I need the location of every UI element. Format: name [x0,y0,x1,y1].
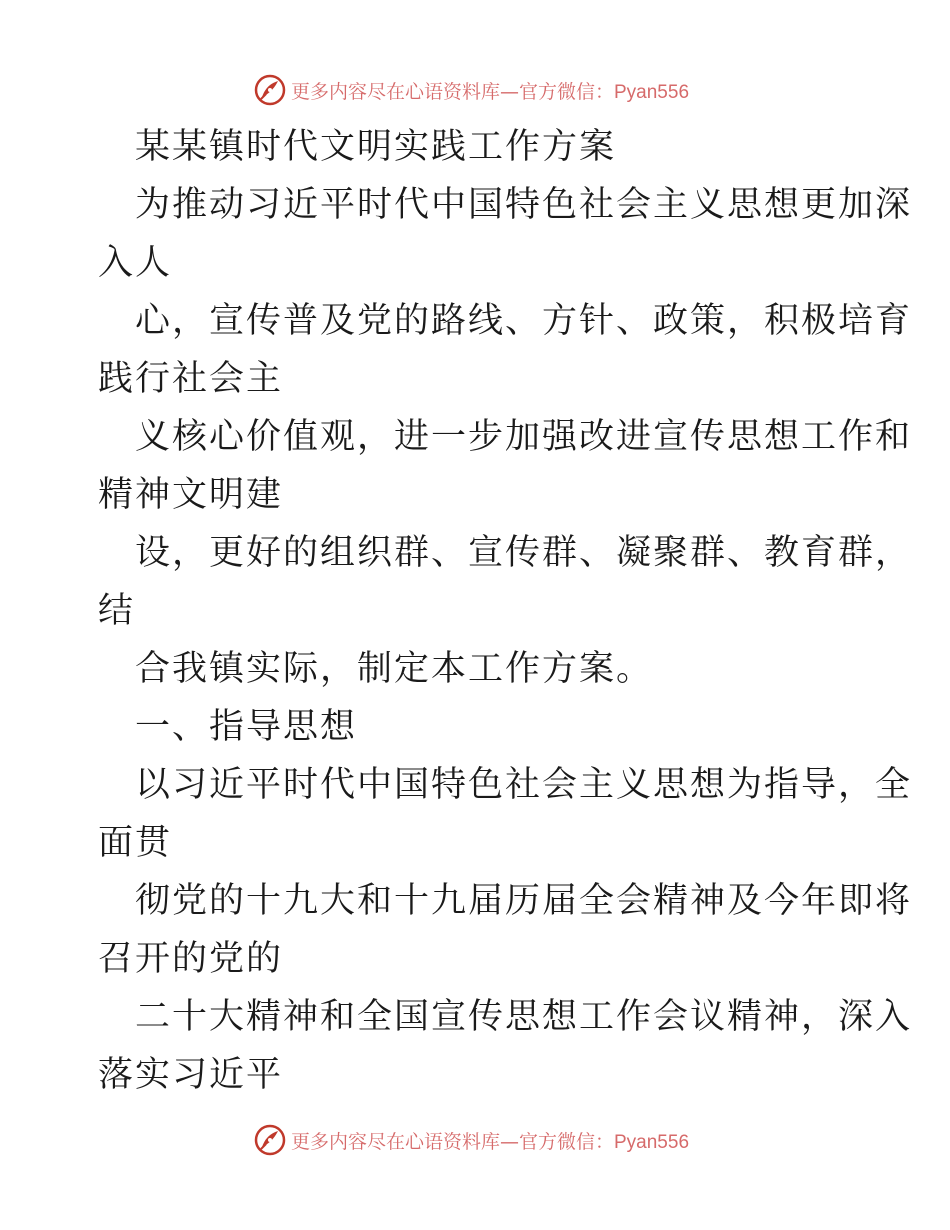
paragraph-line: 彻党的十九大和十九届历届全会精神及今年即将 [135,881,913,921]
paragraph-line: 二十大精神和全国宣传思想工作会议精神，深入 [135,997,913,1037]
banner-text: 更多内容尽在心语资料库—官方微信：Pyan556 [290,1130,690,1153]
paragraph-line: 践行社会主 [98,359,284,399]
paragraph-line: 为推动习近平时代中国特色社会主义思想更加深 [135,185,913,225]
section-heading: 一、指导思想 [135,707,358,747]
paragraph-line: 召开的党的 [98,939,284,979]
paragraph-line: 面贯 [98,823,173,863]
paragraph-line: 落实习近平 [98,1055,284,1095]
paragraph-line: 精神文明建 [98,475,284,515]
paragraph-line: 结 [98,591,136,631]
wechat-id: Pyan556 [614,81,690,103]
paragraph-line: 设，更好的组织群、宣传群、凝聚群、教育群， [135,533,913,573]
document-body [98,118,913,1104]
document-title: 某某镇时代文明实践工作方案 [135,127,617,167]
wechat-id: Pyan556 [614,1131,690,1153]
paragraph-line: 合我镇实际，制定本工作方案。 [135,649,654,689]
footer-banner [0,1120,950,1160]
pen-logo-icon [253,73,287,107]
paragraph-line: 入人 [98,243,173,283]
header-banner [0,70,950,110]
paragraph-line: 义核心价值观，进一步加强改进宣传思想工作和 [135,417,913,457]
paragraph-line: 以习近平时代中国特色社会主义思想为指导，全 [135,765,913,805]
banner-text: 更多内容尽在心语资料库—官方微信：Pyan556 [290,80,690,103]
paragraph-line: 心，宣传普及党的路线、方针、政策，积极培育 [135,301,913,341]
pen-logo-icon [253,1123,287,1157]
